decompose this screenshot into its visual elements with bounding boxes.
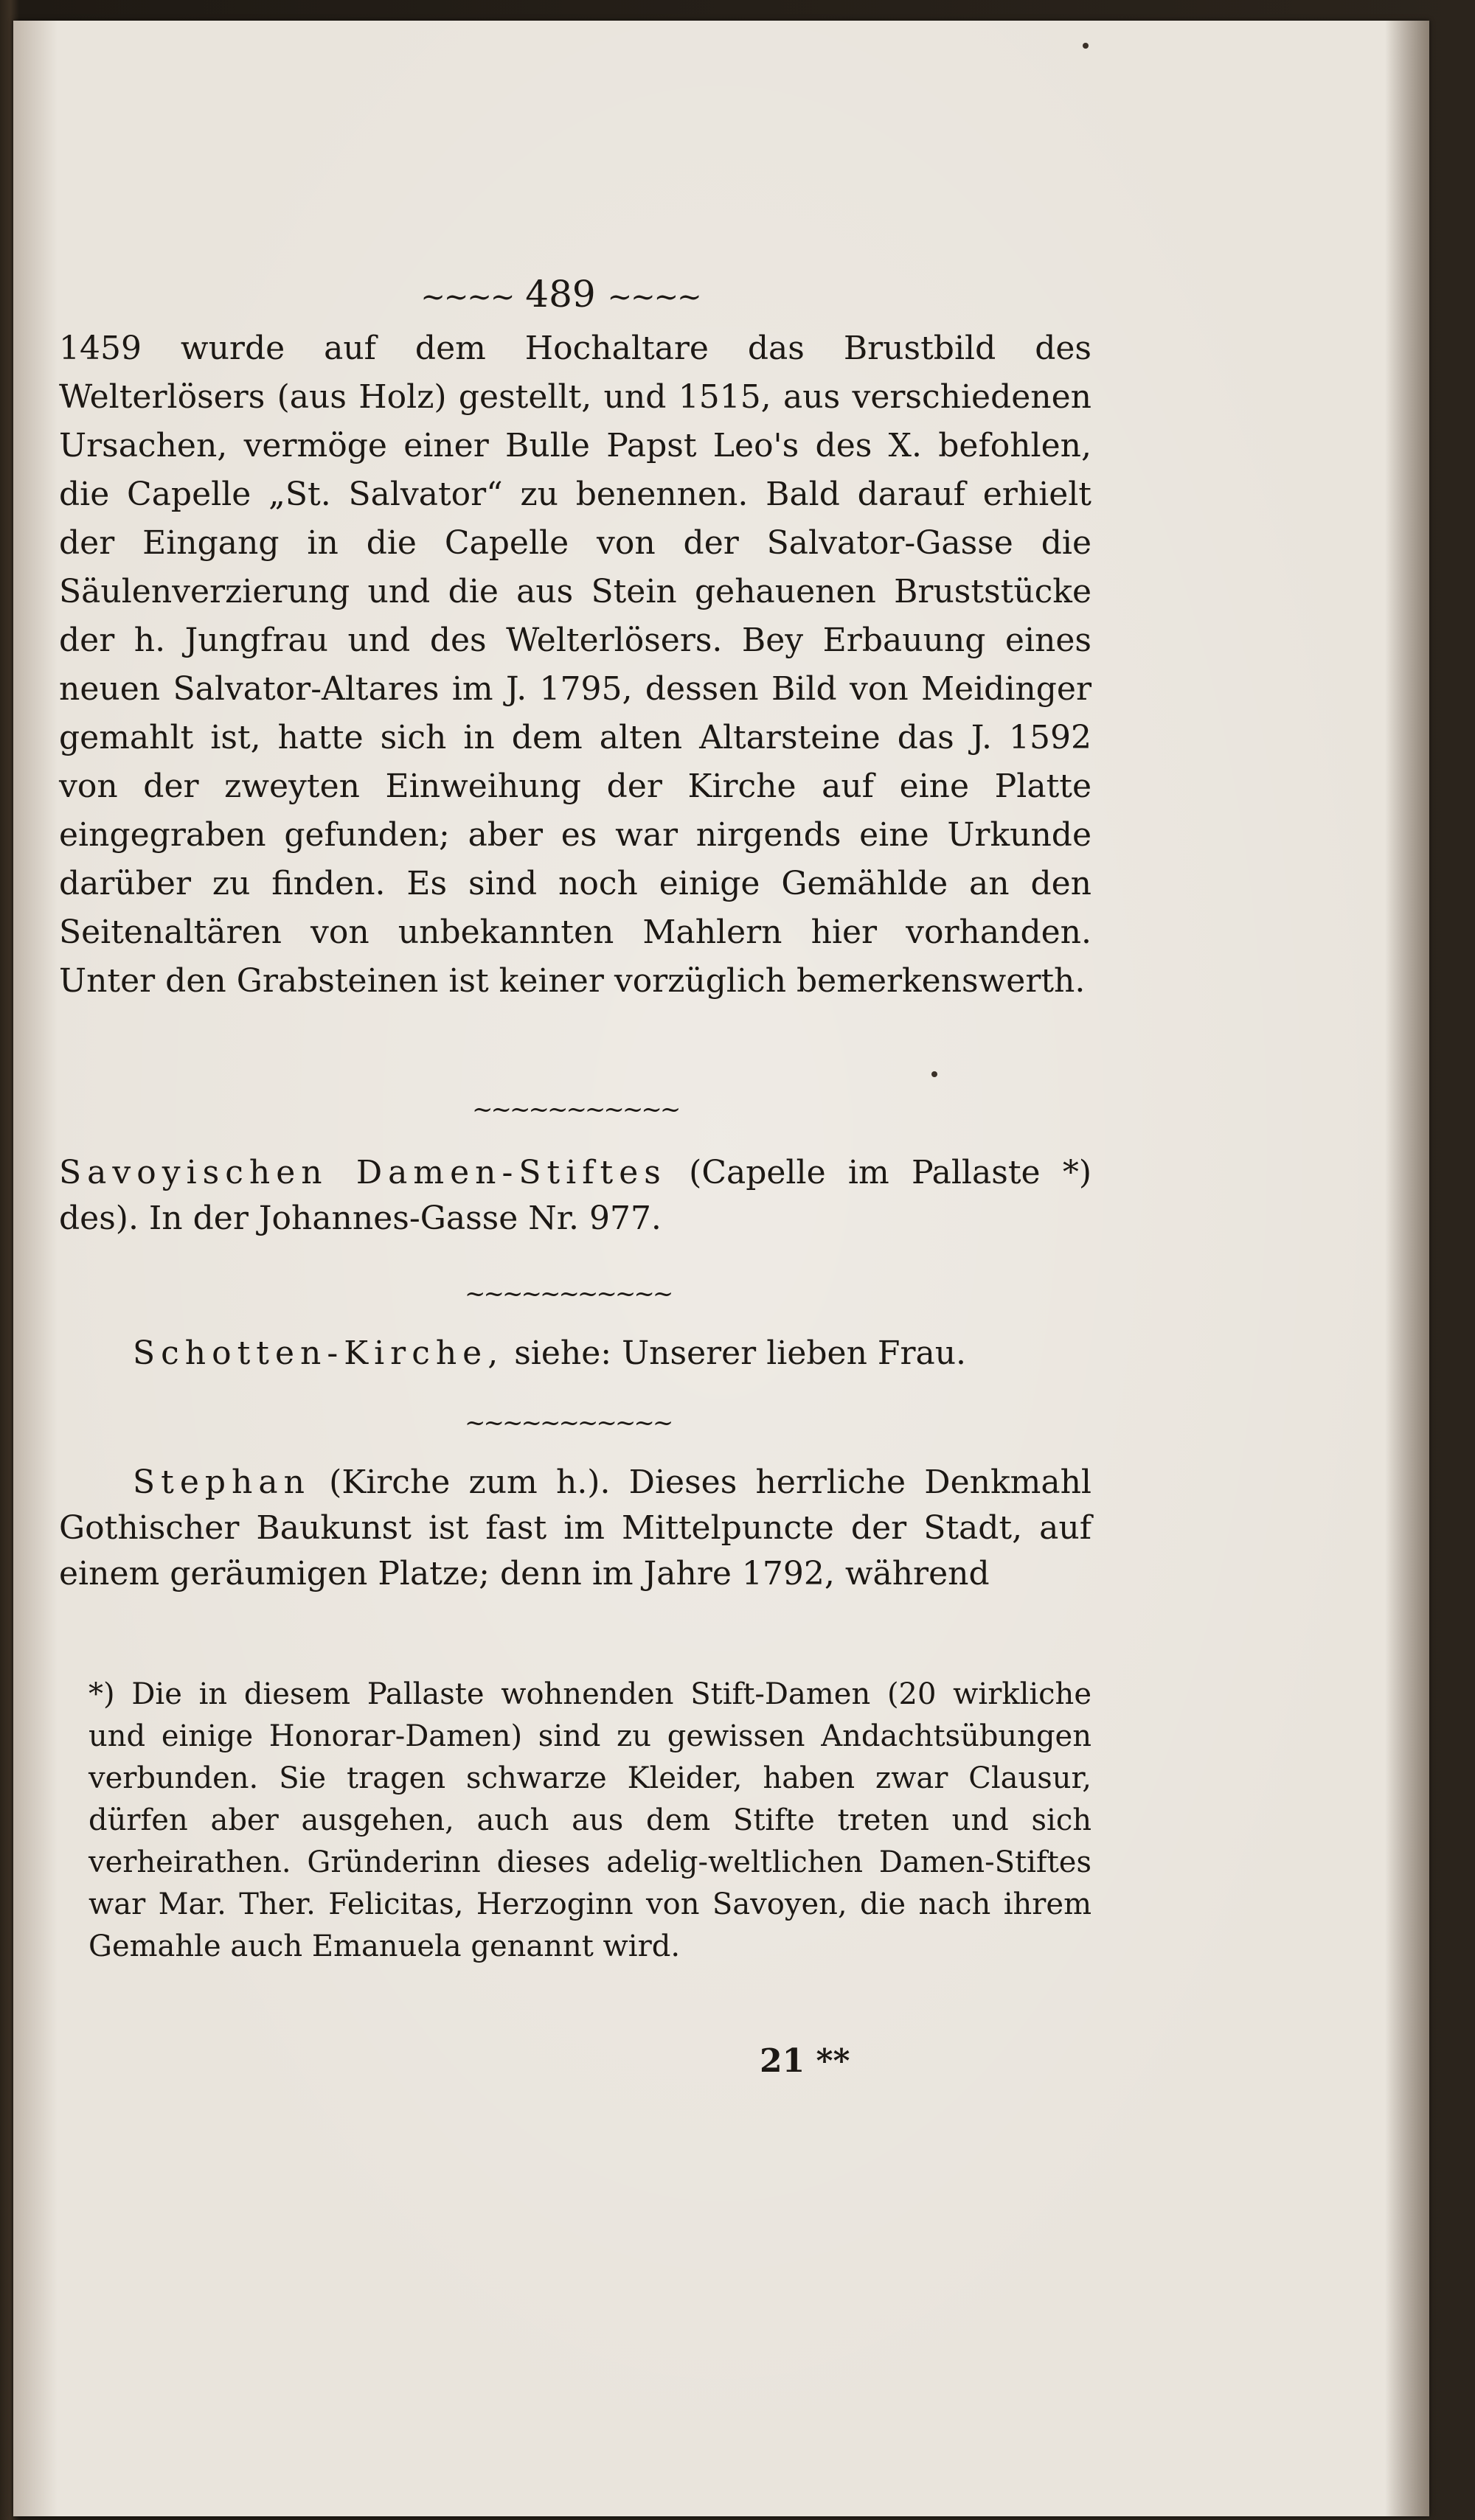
section-separator: ~~~~~~~~~~~ xyxy=(472,1095,679,1124)
entry-schotten xyxy=(133,1331,1092,1376)
entry-savoy-heading: Savoyischen Damen-Stiftes xyxy=(59,1154,667,1191)
running-head-ornament-right: ~~~~ xyxy=(607,280,701,314)
running-head xyxy=(413,273,708,316)
page-edge-shadow xyxy=(1385,21,1429,2516)
signature-mark: 21 ** xyxy=(760,2042,850,2080)
section-separator: ~~~~~~~~~~~ xyxy=(465,1408,672,1438)
entry-savoy-text: (Capelle im Pallaste *) des). In der Johannes-Gasse Nr. 977. xyxy=(59,1154,1092,1237)
paper-speck xyxy=(931,1071,937,1077)
entry-stephan xyxy=(59,1460,1092,1597)
entry-stephan-heading: Stephan xyxy=(133,1463,310,1501)
footnote: *) Die in diesem Pallaste wohnenden Stift-Damen (20 wirkliche und einige Honorar-Damen) sind zu gewissen Andachtsübungen verbunden. Sie tragen schwarze Kleider, haben zwar Clausur, dürfen aber ausgehen, auch aus dem Stifte treten und sich verheirathen. Gründerinn dieses adelig-weltlichen Damen-Stiftes war Mar. Ther. Felicitas, Herzoginn von Savoyen, die nach ihrem Gemahle auch Emanuela genannt wird. xyxy=(88,1677,1092,1963)
section-separator: ~~~~~~~~~~~ xyxy=(465,1279,672,1309)
entry-schotten-heading: Schotten-Kirche, xyxy=(133,1334,504,1372)
paper-speck xyxy=(1083,43,1089,49)
entry-schotten-text: siehe: Unserer lieben Frau. xyxy=(504,1334,967,1372)
running-head-ornament-left: ~~~~ xyxy=(420,280,514,314)
entry-stephan-text: (Kirche zum h.). Dieses herrliche Denkmahl Gothischer Baukunst ist fast im Mittelpuncte der Stadt, auf einem geräumigen Platze; denn im Jahre 1792, während xyxy=(59,1463,1092,1593)
page-number: 489 xyxy=(525,273,596,316)
entry-savoy xyxy=(59,1150,1092,1242)
body-paragraph: 1459 wurde auf dem Hochaltare das Brustbild des Welterlösers (aus Holz) gestellt, und 1515, aus verschiedenen Ursachen, vermöge einer Bulle Papst Leo's des X. befohlen, die Capelle „St. Salvator“ zu benennen. Bald darauf erhielt der Eingang in die Capelle von der Salvator-Gasse die Säulenverzierung und die aus Stein gehauenen Bruststücke der h. Jungfrau und des Welterlösers. Bey Erbauung eines neuen Salvator-Altares im J. 1795, dessen Bild von Meidinger gemahlt ist, hatte sich in dem alten Altarsteine das J. 1592 von der zweyten Einweihung der Kirche auf eine Platte eingegraben gefunden; aber es war nirgends eine Urkunde darüber zu finden. Es sind noch einige Gemählde an den Seitenaltären von unbekannten Mahlern hier vorhanden. Unter den Grabsteinen ist keiner vorzüglich bemerkenswerth. xyxy=(59,330,1092,1000)
